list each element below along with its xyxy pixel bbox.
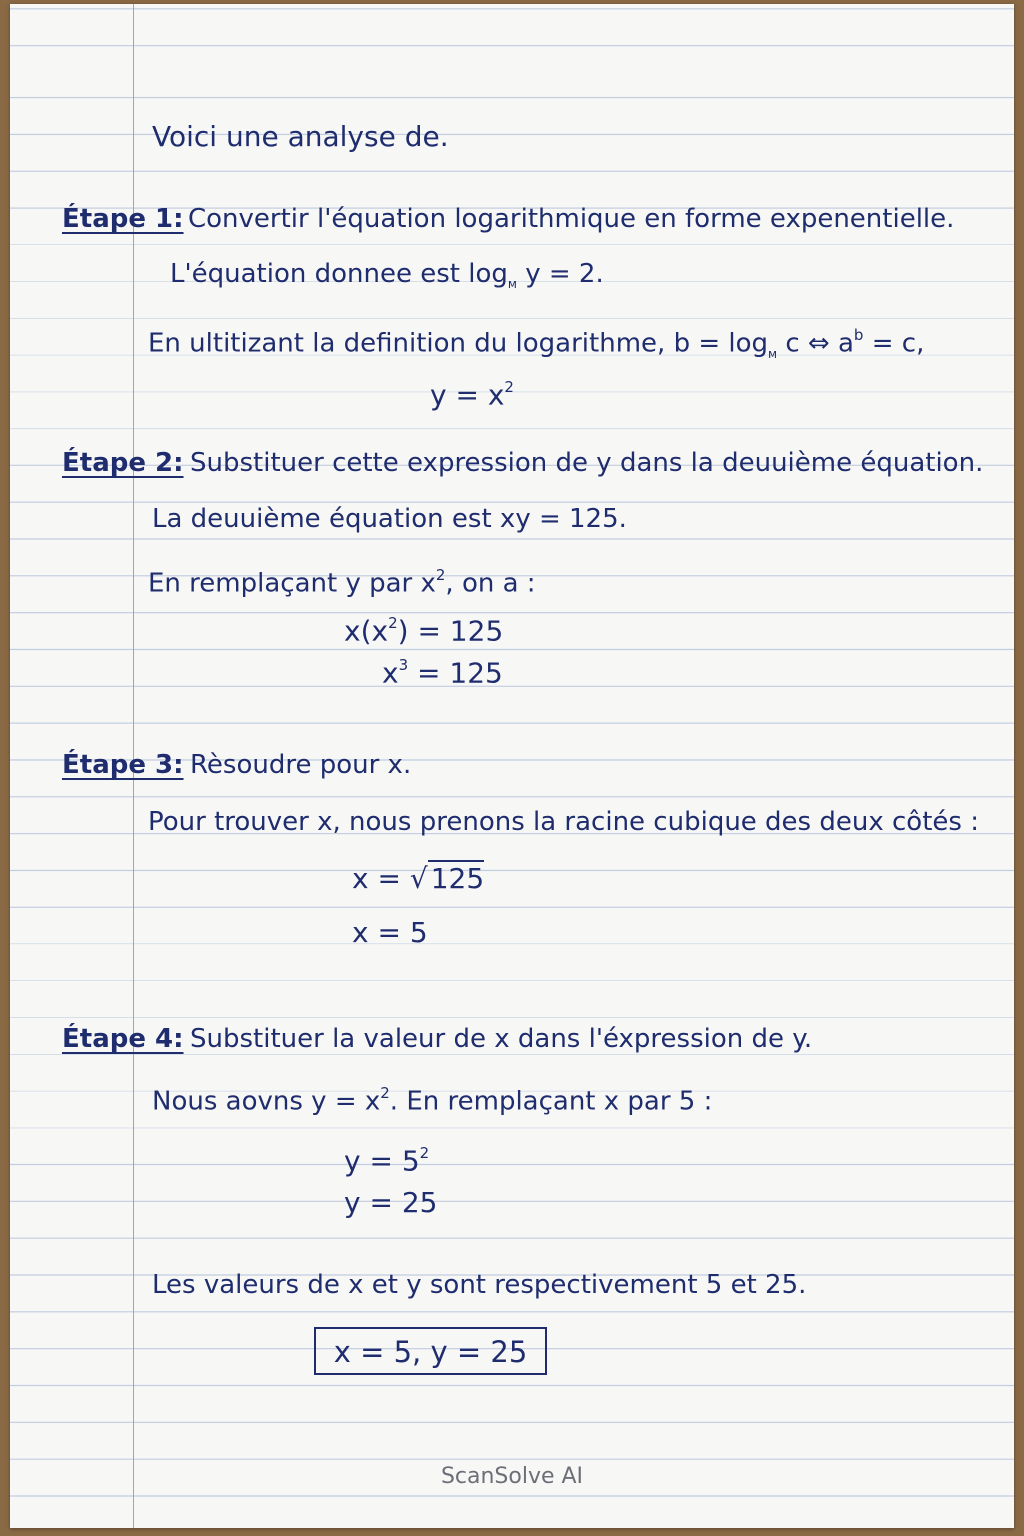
step4-eq2: y = 25 [344, 1186, 438, 1219]
final-answer-box [314, 1327, 547, 1375]
step1-title: Convertir l'équation logarithmique en forme expenentielle. [188, 204, 955, 234]
step3-eq1 [352, 864, 484, 894]
step4-label: Étape 4: [62, 1024, 184, 1054]
step2-replace-exp: 2 [435, 566, 446, 584]
step1-given-line [170, 259, 604, 299]
step2-replace-pre: En remplaçant y par x [148, 568, 436, 599]
step2-eq1 [344, 610, 503, 646]
step1-given-eq: y = 2. [525, 259, 604, 289]
step2-eq2 [382, 652, 503, 688]
footer-brand: ScanSolve AI [440, 1464, 584, 1489]
step2-eq2-post: = 125 [408, 656, 503, 690]
def-a: a [837, 328, 854, 359]
step3-title: Rèsoudre pour x. [190, 750, 412, 780]
notebook-page [10, 4, 1014, 1528]
step1-result [430, 374, 514, 410]
step3-eq1-pre: x = [352, 862, 410, 895]
step1-result-base: y = x [430, 378, 505, 412]
step2-eq1-exp: 2 [388, 614, 398, 632]
step4-eq1-exp: 2 [419, 1144, 430, 1162]
step2-eq1-post: ) = 125 [397, 614, 504, 648]
final-answer: x = 5, y = 25 [333, 1335, 528, 1369]
step2-eq2-base: x [382, 656, 399, 690]
step3-eq2: x = 5 [352, 916, 428, 949]
step1-definition-line [148, 322, 924, 369]
step2-eq2-exp: 3 [398, 656, 409, 674]
step4-have-line [152, 1080, 712, 1117]
root-symbol: √ [409, 862, 428, 895]
step4-eq1-base: y = 5 [344, 1144, 420, 1178]
def-c: c [785, 328, 800, 359]
def-b: b = [673, 328, 721, 359]
step2-replace-line [148, 562, 536, 599]
conclusion-text: Les valeurs de x et y sont respectivement 5 et 25. [152, 1270, 807, 1300]
step3-explain: Pour trouver x, nous prenons la racine cubique des deux côtés : [148, 807, 979, 837]
def-arrow: ⇔ [807, 328, 830, 359]
log-base: м [507, 277, 517, 292]
step4-have-pre: Nous aovns y = x [152, 1086, 381, 1117]
def-end: = c, [871, 328, 925, 359]
intro-text: Voici une analyse de. [152, 120, 449, 153]
step4-have-exp: 2 [380, 1084, 390, 1102]
step2-title: Substituer cette expression de y dans la deuuième équation. [190, 448, 984, 478]
step2-replace-post: , on a : [445, 568, 536, 599]
step2-eq1-pre: x(x [344, 614, 389, 648]
log-symbol: log [468, 259, 508, 289]
step4-have-post: . En remplaçant x par 5 : [389, 1086, 713, 1117]
step4-title: Substituer la valeur de x dans l'éxpression de y. [190, 1024, 813, 1054]
step1-given-text: L'équation donnee est [170, 259, 460, 289]
step2-label: Étape 2: [62, 448, 184, 478]
step1-result-exp: 2 [504, 378, 514, 396]
step4-eq1 [344, 1140, 429, 1176]
def-exp: b [853, 326, 864, 344]
step1-definition-text: En ultitizant la definition du logarithme, [148, 328, 666, 359]
step3-radicand: 125 [428, 860, 484, 895]
step3-label: Étape 3: [62, 750, 184, 780]
def-log-base: м [768, 346, 778, 361]
step2-second-eq: La deuuième équation est xy = 125. [152, 504, 627, 534]
step1-label: Étape 1: [62, 204, 184, 234]
def-log: log [728, 328, 769, 359]
